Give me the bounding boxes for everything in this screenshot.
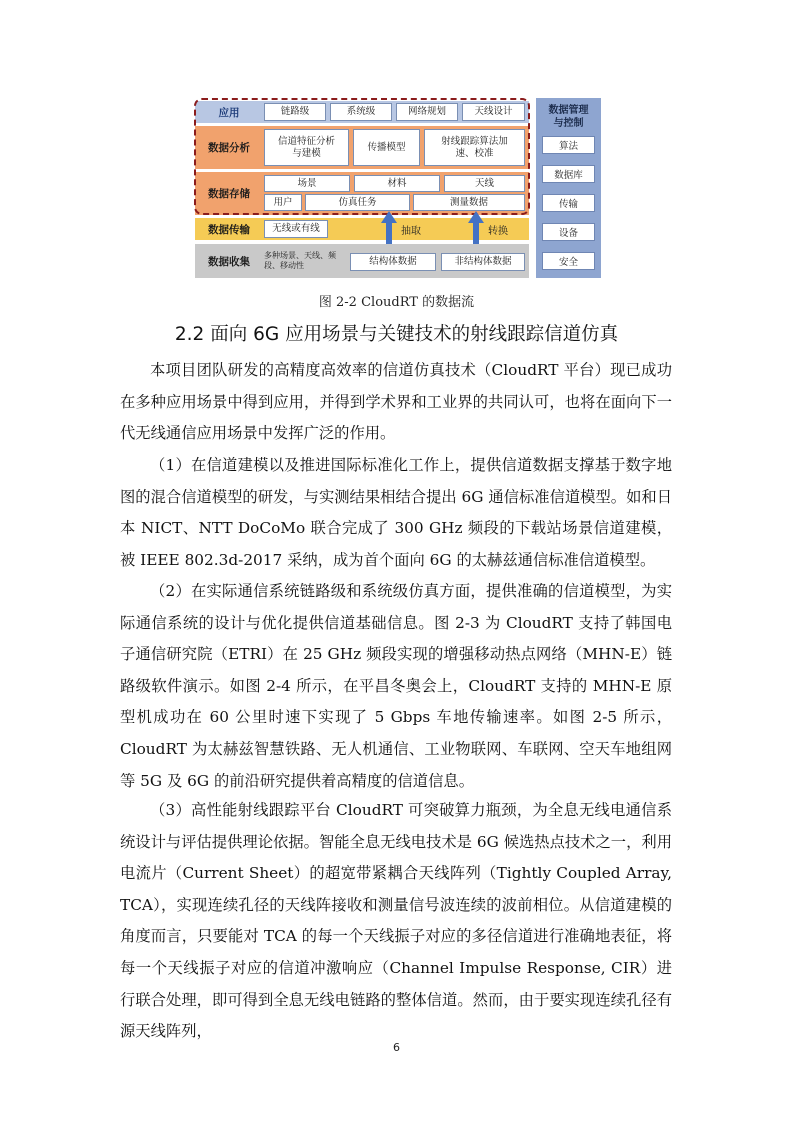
link-level-cell: 链路级 (264, 103, 326, 121)
security-item: 安全 (542, 252, 595, 270)
paragraph-2: （2）在实际通信系统链路级和系统级仿真方面，提供准确的信道模型，为实际通信系统的设计与优化提供信道基础信息。图 2-3 为 CloudRT 支持了韩国电子通信研究院（ETRI）在 25 GHz 频段实现的增强移动热点网络（MHN-E）链路级软件演示。如图 2-4 所示，在平昌冬奥会上，CloudRT 支持的 MHN-E 原型机成功在 60 公里时速下实现了 5 Gbps 车地传输速率。如图 2-5 所示，CloudRT 为太赫兹智慧铁路、无人机通信、工业物联网、车联网、空天车地组网等 5G 及 6G 的前沿研究提供着高精度的信道信息。 (120, 582, 672, 790)
analysis-layer (195, 126, 529, 169)
collection-layer (195, 244, 529, 278)
collection-layer-label: 数据收集 (208, 255, 250, 268)
channel-modeling-cell: 信道特征分析与建模 (264, 129, 349, 166)
storage-layer (195, 172, 529, 215)
convert-label: 转换 (488, 226, 508, 237)
unstructured-data-cell: 非结构体数据 (441, 253, 525, 271)
transmission-item: 传输 (542, 194, 595, 212)
transfer-layer-label: 数据传输 (208, 223, 250, 236)
system-level-cell: 系统级 (330, 103, 392, 121)
algorithm-item: 算法 (542, 136, 595, 154)
paragraph-3: （3）高性能射线跟踪平台 CloudRT 可突破算力瓶颈，为全息无线电通信系统设计与评估提供理论依据。智能全息无线电技术是 6G 候选热点技术之一，利用电流片（Current Sheet）的超宽带紧耦合天线阵列（Tightly Coupled Array, TCA），实现连续孔径的天线阵接收和测量信号波连续的波前相位。从信道建模的角度而言，只要能对 TCA 的每一个天线振子对应的多径信道进行准确地表征，将每一个天线振子对应的信道冲激响应（Channel Impulse Response, CIR）进行联合处理，即可得到全息无线电链路的整体信道。然而，由于要实现连续孔径有源天线阵列， (120, 801, 672, 1041)
network-planning-cell: 网络规划 (396, 103, 458, 121)
ray-tracing-cell: 射线跟踪算法加速、校准 (424, 129, 525, 166)
application-layer (195, 101, 529, 123)
scene-cell: 场景 (264, 175, 350, 192)
antenna-design-cell: 天线设计 (462, 103, 525, 121)
storage-layer-label: 数据存储 (208, 188, 250, 200)
section-heading: 2.2 面向 6G 应用场景与关键技术的射线跟踪信道仿真 (174, 324, 619, 345)
antenna-cell: 天线 (444, 175, 525, 192)
application-layer-label: 应用 (218, 106, 240, 119)
scenario-desc: 多种场景、天线、频段、移动性 (264, 250, 336, 270)
data-management-title: 数据管理与控制 (548, 105, 589, 129)
extract-label: 抽取 (401, 226, 421, 237)
figure-caption: 图 2-2 CloudRT 的数据流 (318, 295, 475, 310)
paragraph-intro: 本项目团队研发的高精度高效率的信道仿真技术（CloudRT 平台）现已成功在多种应用场景中得到应用，并得到学术界和工业界的共同认可，也将在面向下一代无线通信应用场景中发挥广泛的作用。 (120, 361, 672, 443)
device-item: 设备 (542, 223, 595, 241)
analysis-layer-label: 数据分析 (208, 142, 250, 154)
paragraph-1: （1）在信道建模以及推进国际标准化工作上，提供信道数据支撑基于数字地图的混合信道模型的研发，与实测结果相结合提出 6G 通信标准信道模型。如和日本 NICT、NTT DoCoMo 联合完成了 300 GHz 频段的下载站场景信道建模，被 IEEE 802.3d-2017 采纳，成为首个面向 6G 的太赫兹通信标准信道模型。 (120, 456, 672, 569)
structured-data-cell: 结构体数据 (350, 253, 436, 271)
database-item: 数据库 (542, 165, 595, 183)
dataflow-figure (195, 98, 601, 281)
page-number: 6 (393, 1041, 400, 1054)
measurement-data-cell: 测量数据 (413, 194, 525, 211)
simulation-task-cell: 仿真任务 (305, 194, 410, 211)
user-cell: 用户 (264, 194, 302, 211)
propagation-model-cell: 传播模型 (353, 129, 420, 166)
material-cell: 材料 (354, 175, 440, 192)
wireless-or-wired-cell: 无线或有线 (264, 220, 328, 238)
data-management-panel (536, 98, 601, 278)
